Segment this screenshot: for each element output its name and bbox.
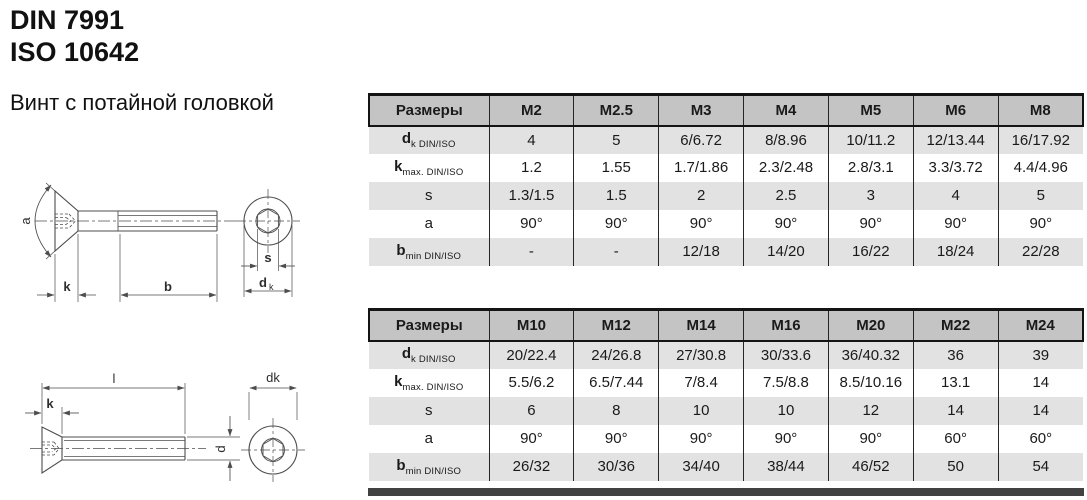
- value-cell: 60°: [913, 425, 998, 453]
- value-cell: 5: [574, 126, 659, 154]
- table-header-row: [369, 95, 1083, 126]
- value-cell: 1.55: [574, 154, 659, 182]
- table-row: [369, 453, 1083, 481]
- table-row: [369, 238, 1083, 266]
- value-cell: 1.2: [489, 154, 574, 182]
- value-cell: 34/40: [659, 453, 744, 481]
- head-dia-label: dk: [266, 370, 280, 385]
- row-label: [369, 210, 489, 238]
- row-label: [369, 425, 489, 453]
- row-label-sub: k DIN/ISO: [411, 354, 456, 365]
- value-cell: 90°: [489, 425, 574, 453]
- value-cell: 13.1: [913, 369, 998, 397]
- screw-drawing-top: [10, 163, 340, 310]
- diameter-label: d: [213, 445, 228, 453]
- l-extension-lines: [42, 383, 185, 434]
- size-header-m22: M22: [913, 310, 998, 341]
- table-row: [369, 182, 1083, 210]
- value-cell: 7.5/8.8: [744, 369, 829, 397]
- standard-iso: ISO 10642: [10, 37, 140, 67]
- size-header-m5: M5: [828, 95, 913, 126]
- value-cell: 16/17.92: [998, 126, 1083, 154]
- table-row: [369, 369, 1083, 397]
- value-cell: 90°: [659, 425, 744, 453]
- dimensions-table-m10-m24: [368, 308, 1084, 481]
- value-cell: 8.5/10.16: [828, 369, 913, 397]
- row-label-main: d: [401, 130, 412, 147]
- value-cell: 90°: [659, 210, 744, 238]
- table-row: [369, 154, 1083, 182]
- head-height-label: k: [46, 396, 54, 411]
- value-cell: 50: [913, 453, 998, 481]
- length-label: l: [112, 371, 116, 386]
- thread-length-label: b: [164, 279, 172, 294]
- value-cell: 4.4/4.96: [998, 154, 1083, 182]
- value-cell: 39: [998, 341, 1083, 369]
- table-header-row: [369, 310, 1083, 341]
- value-cell: 6: [489, 397, 574, 425]
- size-header-m10: M10: [489, 310, 574, 341]
- value-cell: 2.8/3.1: [828, 154, 913, 182]
- row-label-main: b: [396, 241, 406, 259]
- extension-lines: [55, 234, 217, 302]
- screw-head-outline: [42, 427, 62, 473]
- row-label-sub: min DIN/ISO: [405, 250, 462, 262]
- table-row: [369, 126, 1083, 154]
- value-cell: 14: [998, 369, 1083, 397]
- value-cell: 6/6.72: [659, 126, 744, 154]
- row-label-main: k: [394, 372, 403, 390]
- size-header-m4: M4: [744, 95, 829, 126]
- row-label: [369, 341, 489, 369]
- value-cell: 46/52: [828, 453, 913, 481]
- size-header-m2: M2: [489, 95, 574, 126]
- value-cell: 90°: [574, 210, 659, 238]
- value-cell: 2: [659, 182, 744, 210]
- value-cell: 1.7/1.86: [659, 154, 744, 182]
- value-cell: 12/18: [659, 238, 744, 266]
- row-label: [369, 126, 489, 154]
- row-label: [369, 182, 489, 210]
- value-cell: 12: [828, 397, 913, 425]
- socket-width-label: s: [264, 250, 272, 265]
- value-cell: 2.3/2.48: [744, 154, 829, 182]
- value-cell: 38/44: [744, 453, 829, 481]
- cropped-next-table-edge: [368, 488, 1084, 496]
- row-label-main: s: [425, 187, 433, 204]
- value-cell: 8: [574, 397, 659, 425]
- screw-drawing-bottom: [10, 360, 340, 500]
- value-cell: 2.5: [744, 182, 829, 210]
- head-height-label: k: [63, 279, 71, 294]
- value-cell: 30/36: [574, 453, 659, 481]
- value-cell: 10: [744, 397, 829, 425]
- value-cell: 90°: [828, 210, 913, 238]
- value-cell: 4: [489, 126, 574, 154]
- size-header-m8: M8: [998, 95, 1083, 126]
- value-cell: 90°: [574, 425, 659, 453]
- value-cell: 3.3/3.72: [913, 154, 998, 182]
- row-label-sub: max. DIN/ISO: [402, 381, 464, 393]
- value-cell: 36: [913, 341, 998, 369]
- value-cell: 36/40.32: [828, 341, 913, 369]
- value-cell: -: [489, 238, 574, 266]
- size-column-header: Размеры: [369, 95, 489, 126]
- head-dia-sub-label: k: [269, 282, 274, 292]
- dimensions-table-m2-m8: [368, 93, 1084, 266]
- size-header-m16: M16: [744, 310, 829, 341]
- row-label-sub: min DIN/ISO: [405, 465, 462, 477]
- row-label-main: s: [425, 402, 433, 419]
- value-cell: 1.3/1.5: [489, 182, 574, 210]
- value-cell: 22/28: [998, 238, 1083, 266]
- table-row: [369, 397, 1083, 425]
- row-label: [369, 453, 489, 481]
- value-cell: 10: [659, 397, 744, 425]
- value-cell: 24/26.8: [574, 341, 659, 369]
- value-cell: 30/33.6: [744, 341, 829, 369]
- subtitle: Винт с потайной головкой: [10, 90, 274, 115]
- value-cell: -: [574, 238, 659, 266]
- value-cell: 8/8.96: [744, 126, 829, 154]
- dk-extension-lines: [249, 392, 297, 420]
- value-cell: 14/20: [744, 238, 829, 266]
- value-cell: 16/22: [828, 238, 913, 266]
- size-header-m12: M12: [574, 310, 659, 341]
- value-cell: 26/32: [489, 453, 574, 481]
- row-label: [369, 369, 489, 397]
- row-label-main: a: [424, 430, 433, 447]
- row-label-main: b: [396, 456, 406, 474]
- row-label-main: k: [394, 157, 403, 175]
- value-cell: 90°: [744, 425, 829, 453]
- size-header-m6: M6: [913, 95, 998, 126]
- value-cell: 7/8.4: [659, 369, 744, 397]
- value-cell: 14: [998, 397, 1083, 425]
- value-cell: 6.5/7.44: [574, 369, 659, 397]
- standard-din: DIN 7991: [10, 5, 125, 35]
- value-cell: 10/11.2: [828, 126, 913, 154]
- table-row: [369, 425, 1083, 453]
- row-label: [369, 397, 489, 425]
- row-label-main: d: [401, 345, 412, 362]
- value-cell: 3: [828, 182, 913, 210]
- value-cell: 18/24: [913, 238, 998, 266]
- value-cell: 5.5/6.2: [489, 369, 574, 397]
- head-dia-label: d: [259, 275, 267, 290]
- value-cell: 60°: [998, 425, 1083, 453]
- value-cell: 90°: [744, 210, 829, 238]
- size-header-m20: M20: [828, 310, 913, 341]
- size-column-header: Размеры: [369, 310, 489, 341]
- hidden-socket-lines: [42, 442, 59, 455]
- value-cell: 5: [998, 182, 1083, 210]
- table-row: [369, 341, 1083, 369]
- value-cell: 54: [998, 453, 1083, 481]
- table-row: [369, 210, 1083, 238]
- size-header-m2.5: M2.5: [574, 95, 659, 126]
- value-cell: 20/22.4: [489, 341, 574, 369]
- end-view-crosshair: [241, 418, 305, 482]
- value-cell: 90°: [913, 210, 998, 238]
- row-label-sub: max. DIN/ISO: [402, 166, 464, 178]
- value-cell: 90°: [828, 425, 913, 453]
- value-cell: 14: [913, 397, 998, 425]
- size-header-m3: M3: [659, 95, 744, 126]
- value-cell: 90°: [998, 210, 1083, 238]
- size-header-m24: M24: [998, 310, 1083, 341]
- title-block: [10, 4, 274, 116]
- row-label: [369, 238, 489, 266]
- angle-label: a: [18, 217, 33, 225]
- row-label-sub: k DIN/ISO: [411, 139, 456, 150]
- row-label: [369, 154, 489, 182]
- value-cell: 4: [913, 182, 998, 210]
- value-cell: 12/13.44: [913, 126, 998, 154]
- value-cell: 1.5: [574, 182, 659, 210]
- end-view-crosshair: [236, 189, 300, 253]
- value-cell: 90°: [489, 210, 574, 238]
- row-label-main: a: [424, 215, 433, 232]
- size-header-m14: M14: [659, 310, 744, 341]
- value-cell: 27/30.8: [659, 341, 744, 369]
